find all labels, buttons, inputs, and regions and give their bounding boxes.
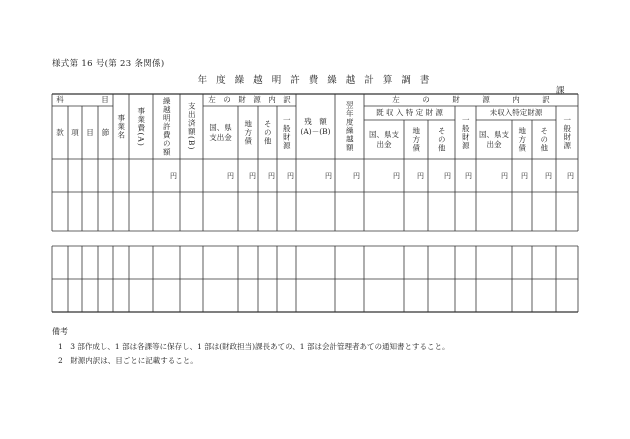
header-right-zaigen: 左 の 財 源 内 訳: [392, 95, 550, 105]
header-chihousai-mishu: 地方債: [517, 126, 527, 153]
header-mishu-tokutei: 未収入特定財源: [489, 108, 543, 118]
header-moku: 目: [86, 127, 94, 137]
header-shishutsu-zumi: 支出済額(B): [187, 102, 197, 151]
yen-ippan-zaigen-kishu: 円: [465, 172, 472, 180]
yen-chihousai-left: 円: [249, 172, 256, 180]
yen-sonota-left: 円: [268, 172, 275, 180]
yen-zangaku: 円: [325, 172, 332, 180]
form-number: 様式第 16 号(第 23 条関係): [52, 59, 165, 69]
note-item: 2 財源内訳は、目ごとに記載すること。: [58, 356, 198, 365]
header-ippan-zaigen-left: 一般財源: [282, 115, 292, 150]
yen-ippan-zaigen-mishu: 円: [567, 172, 574, 180]
yen-sonota-mishu: 円: [545, 172, 552, 180]
header-left-zaigen: 左 の 財 源 内 訳: [208, 95, 291, 105]
header-kishu-tokutei: 既 収 入 特 定 財 源: [376, 108, 443, 118]
zangaku-formula: (A)－(B): [300, 126, 331, 136]
header-sonota-left: その他: [263, 119, 273, 146]
note-item: 1 3 部作成し、1 部は各課等に保存し、1 部は(財政担当)課長あての、1 部は会計管理者あての通知書とすること。: [58, 342, 450, 351]
header-jigyou-hi: 事業費(A): [136, 106, 146, 147]
header-jigyou-mei: 事業名: [116, 113, 126, 140]
header-kou: 項: [71, 127, 79, 137]
yen-chihousai-mishu: 円: [521, 172, 528, 180]
header-kamoku: 科 目: [56, 95, 109, 105]
header-chihousai-kishu: 地方債: [411, 126, 421, 153]
header-sonota-kishu: その他: [437, 126, 447, 153]
yen-chihousai-kishu: 円: [417, 172, 424, 180]
yen-kuni-ken-left: 円: [227, 172, 234, 180]
header-kuni-ken-mishu: 国、県支出金: [479, 130, 509, 149]
header-setsu: 節: [101, 127, 110, 137]
document-title: 年 度 繰 越 明 許 費 繰 越 計 算 調 書: [197, 75, 433, 86]
yen-ippan-zaigen-left: 円: [287, 172, 294, 180]
header-kan: 款: [56, 127, 64, 137]
department-suffix: 課: [556, 86, 565, 96]
yen-kuni-ken-mishu: 円: [501, 172, 508, 180]
header-kuni-ken-left: 国、県支出金: [209, 123, 232, 142]
header-yokunendo: 翌年度繰越額: [345, 101, 355, 152]
header-chihousai-left: 地方債: [243, 119, 253, 146]
zangaku-label: 残 額: [304, 117, 327, 127]
yen-sonota-kishu: 円: [444, 172, 451, 180]
yen-kuni-ken-kishu: 円: [393, 172, 400, 180]
notes-title: 備考: [52, 327, 68, 336]
header-ippan-zaigen-mishu: 一般財源: [562, 115, 572, 150]
yen-yokunendo: 円: [353, 172, 360, 180]
yen-kurikoshi-gaku: 円: [170, 172, 177, 180]
header-ippan-zaigen-kishu: 一般財源: [461, 115, 471, 150]
header-kuni-ken-kishu: 国、県支出金: [369, 130, 399, 149]
header-kurikoshi-gaku: 繰越明許費の額: [162, 96, 172, 157]
header-zangaku: [296, 94, 335, 159]
header-sonota-mishu: その他: [539, 126, 549, 153]
